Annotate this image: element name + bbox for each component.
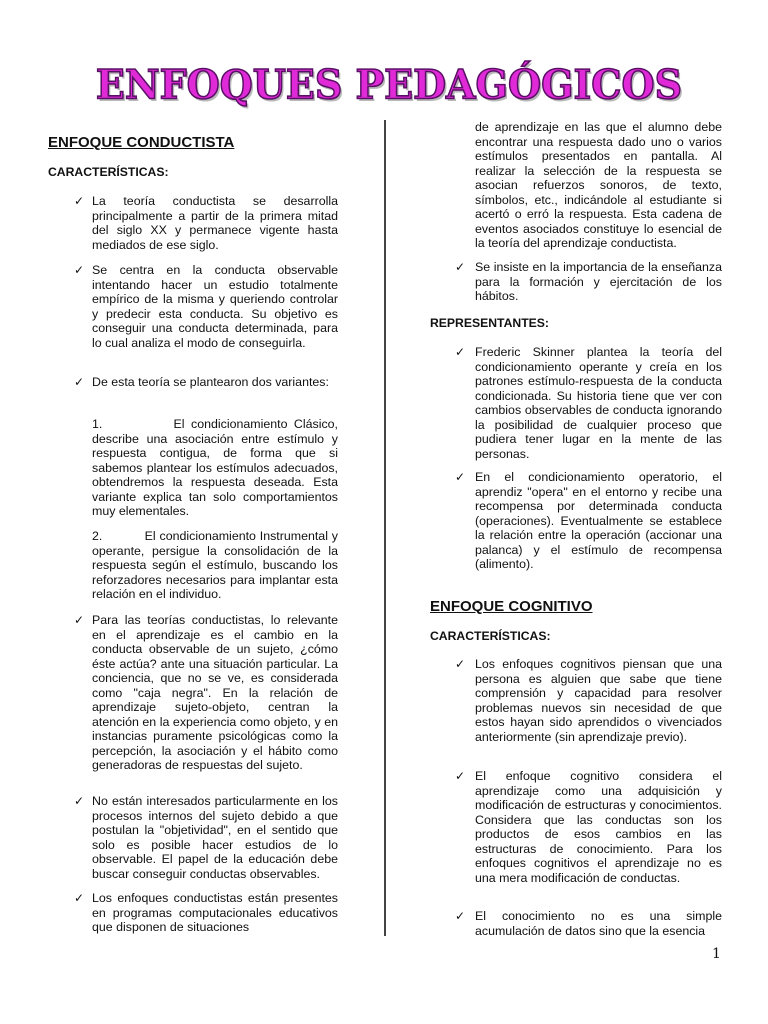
- subheading-caracteristicas: CARACTERÍSTICAS:: [430, 629, 551, 643]
- subheading-caracteristicas: CARACTERÍSTICAS:: [48, 165, 169, 179]
- column-divider: [384, 120, 386, 936]
- bullet-text: Se insiste en la importancia de la enseñanza para la formación y ejercitación de los hábitos.: [475, 260, 722, 303]
- check-icon: ✓: [74, 794, 85, 808]
- check-icon: ✓: [455, 909, 466, 923]
- bullet-text: No están interesados particularmente en los procesos internos del sujeto debido a que postulan la "objetividad", en el sentido que solo es posible hacer estudios de lo observable. El papel de la educación debe buscar conseguir conductas observables.: [92, 794, 338, 881]
- check-icon: ✓: [74, 194, 85, 208]
- variant-text: 2. El condicionamiento Instrumental y operante, persigue la consolidación de la respuesta según el estímulo, buscando los reforzadores necesarios para implantar esta relación en el individuo.: [92, 529, 338, 601]
- continuation-text: de aprendizaje en las que el alumno debe encontrar una respuesta dado uno o varios estímulos presentados en pantalla. Al realizar la selección de la respuesta se asocian refuerzos sonoros, de texto, símbolos, etc., indicándole al estudiante si acertó o erró la respuesta. Esta cadena de eventos asociados constituye lo esencial de la teoría del aprendizaje conductista.: [475, 120, 722, 250]
- bullet-text: Se centra en la conducta observable intentando hacer un estudio totalmente empírico de la misma y queriendo controlar y predecir esta conducta. Su objetivo es conseguir una conducta determinada, para lo cual analiza el modo de conseguirla.: [92, 263, 338, 350]
- check-icon: ✓: [455, 769, 466, 783]
- check-icon: ✓: [74, 375, 85, 389]
- page-number: 1: [712, 946, 721, 962]
- bullet-text: Frederic Skinner plantea la teoría del condicionamiento operante y creía en los patrones estímulo-respuesta de la conducta condicionada. Su historia tiene que ver con cambios observables de conducta ignorando la posibilidad de cualquier proceso que pudiera tener lugar en la mente de las personas.: [475, 345, 722, 461]
- bullet-text: Los enfoques conductistas están presentes en programas computacionales educativos que disponen de situaciones: [92, 891, 338, 934]
- check-icon: ✓: [455, 260, 466, 274]
- bullet-text: De esta teoría se plantearon dos variantes:: [92, 375, 329, 389]
- bullet-text: El enfoque cognitivo considera el aprendizaje como una adquisición y modificación de estructuras y conocimientos. Considera que las conductas son los productos de esos cambios en las estructuras de conocimiento. Para los enfoques cognitivos el aprendizaje no es una mera modificación de conductas.: [475, 769, 722, 885]
- variant-text: 1. El condicionamiento Clásico, describe una asociación entre estímulo y respuesta contigua, de forma que si sabemos plantear los estímulos adecuados, obtendremos la respuesta deseada. Esta variante explica tan solo comportamientos muy elementales.: [92, 417, 338, 518]
- check-icon: ✓: [74, 891, 85, 905]
- check-icon: ✓: [455, 657, 466, 671]
- bullet-text: Para las teorías conductistas, lo relevante en el aprendizaje es el cambio en la conducta observable de un sujeto, ¿cómo éste actúa? ante una situación particular. La conciencia, que no se ve, es considerada como "caja negra". En la relación de aprendizaje sujeto-objeto, centran la atención en la experiencia como objeto, y en instancias puramente psicológicas como la percepción, la asociación y el hábito como generadoras de respuestas del sujeto.: [92, 613, 338, 772]
- heading-cognitivo: ENFOQUE COGNITIVO: [430, 598, 593, 615]
- bullet-text: La teoría conductista se desarrolla principalmente a partir de la primera mitad del siglo XX y permanece vigente hasta mediados de ese siglo.: [92, 194, 338, 252]
- check-icon: ✓: [74, 613, 85, 627]
- document-title: ENFOQUES PEDAGÓGICOS: [95, 60, 683, 109]
- check-icon: ✓: [74, 263, 85, 277]
- bullet-text: El conocimiento no es una simple acumulación de datos sino que la esencia: [475, 909, 722, 938]
- check-icon: ✓: [455, 470, 466, 484]
- check-icon: ✓: [455, 345, 466, 359]
- bullet-text: Los enfoques cognitivos piensan que una persona es alguien que sabe que tiene comprensión y capacidad para resolver problemas nuevos sin necesidad de que estos hayan sido aprendidos o vivenciados anteriormente (sin aprendizaje previo).: [475, 657, 722, 744]
- subheading-representantes: REPRESENTANTES:: [430, 316, 549, 330]
- heading-conductista: ENFOQUE CONDUCTISTA: [48, 134, 235, 151]
- bullet-text: En el condicionamiento operatorio, el aprendiz "opera" en el entorno y recibe una recompensa por determinada conducta (operaciones). Eventualmente se establece la relación entre la operación (accionar una palanca) y el estímulo de recompensa (alimento).: [475, 470, 722, 571]
